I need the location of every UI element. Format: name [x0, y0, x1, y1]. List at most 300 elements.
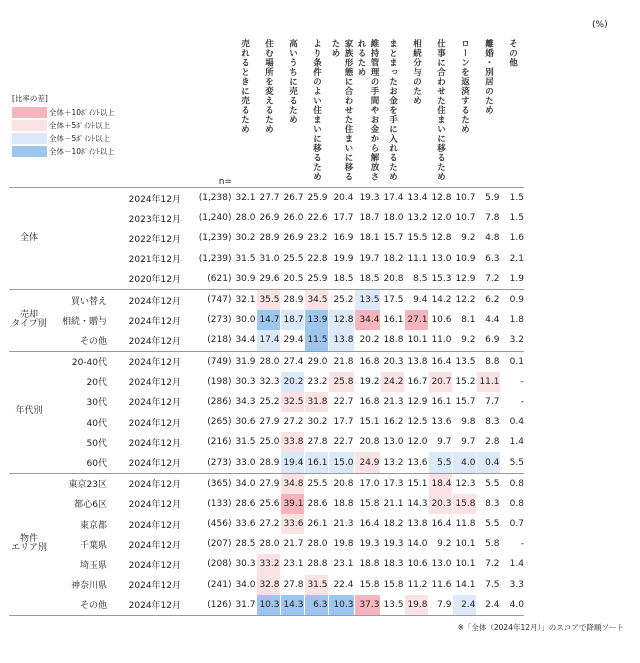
value-cell: 39.1: [280, 494, 304, 514]
value-cell: 5.8: [476, 534, 500, 554]
table-row: [9, 351, 524, 372]
survey-year: 2024年12月: [128, 438, 181, 449]
value-cell: 12.8: [428, 188, 452, 209]
value-cell: 31.0: [256, 249, 280, 269]
value-cell: 34.0: [232, 575, 256, 595]
survey-year: 2024年12月: [128, 520, 181, 531]
value-cell: 32.3: [256, 372, 280, 392]
legend-swatch: [12, 107, 47, 118]
value-cell: 34.8: [280, 473, 304, 494]
survey-year: 2024年12月: [107, 330, 181, 351]
column-header: [500, 33, 524, 188]
table-row: [9, 473, 524, 494]
value-cell: 31.5: [304, 575, 328, 595]
value-cell: 12.8: [328, 310, 354, 330]
survey-year: 2024年12月: [128, 581, 181, 592]
n-label: n=: [181, 33, 232, 188]
sample-size: (1,240): [198, 213, 232, 224]
value-cell: 2.4: [476, 595, 500, 616]
column-header-text: まとまったお金を手に入れるため: [387, 39, 398, 182]
value-cell: 13.6: [404, 452, 428, 473]
value-cell: 15.1: [404, 473, 428, 494]
column-header: [354, 33, 380, 188]
value-cell: 12.0: [428, 208, 452, 228]
value-cell: 22.7: [328, 432, 354, 452]
value-cell: 7.2: [476, 269, 500, 290]
value-cell: 17.4: [256, 330, 280, 351]
value-cell: 9.2: [452, 228, 476, 248]
value-cell: 20.3: [380, 351, 404, 372]
value-cell: 31.7: [232, 595, 256, 616]
value-cell: 3.3: [500, 575, 524, 595]
value-cell: 30.0: [232, 310, 256, 330]
value-cell: 20.3: [428, 494, 452, 514]
value-cell: 9.7: [452, 432, 476, 452]
sample-size: (241): [207, 579, 232, 590]
table-row: [9, 432, 524, 452]
segment-label: 30代: [86, 398, 107, 409]
value-cell: 33.8: [280, 432, 304, 452]
value-cell: 25.6: [256, 494, 280, 514]
segment-label: 相続・贈与: [61, 316, 107, 327]
value-cell: 33.6: [280, 514, 304, 534]
value-cell: 12.0: [404, 432, 428, 452]
value-cell: 15.7: [380, 228, 404, 248]
value-cell: 30.2: [304, 412, 328, 432]
value-cell: 25.0: [256, 432, 280, 452]
value-cell: -: [500, 392, 524, 412]
segment-label: その他: [49, 330, 107, 351]
value-cell: 31.5: [232, 249, 256, 269]
value-cell: 26.9: [256, 208, 280, 228]
column-header-text: 維持管理の手間やお金から解放されるため: [356, 39, 379, 182]
value-cell: 13.8: [404, 514, 428, 534]
sample-size: (1,239): [198, 253, 232, 264]
survey-year: 2020年12月: [107, 269, 181, 290]
value-cell: 9.2: [428, 534, 452, 554]
value-cell: 15.5: [404, 228, 428, 248]
survey-year: 2024年12月: [128, 378, 181, 389]
legend-item: [12, 119, 115, 132]
value-cell: 26.0: [280, 208, 304, 228]
value-cell: 4.0: [500, 595, 524, 616]
segment-label: 50代: [86, 438, 107, 449]
value-cell: 20.5: [280, 269, 304, 290]
column-header: [256, 33, 280, 188]
segment-label: [49, 269, 107, 290]
value-cell: 10.3: [328, 595, 354, 616]
value-cell: 34.4: [354, 310, 380, 330]
value-cell: 13.4: [404, 188, 428, 209]
group-label: 物件 エリア別: [9, 473, 49, 615]
value-cell: 20.8: [328, 473, 354, 494]
value-cell: 20.8: [354, 432, 380, 452]
value-cell: 18.0: [380, 208, 404, 228]
value-cell: 29.4: [280, 330, 304, 351]
sample-size: (133): [207, 498, 232, 509]
value-cell: 0.8: [500, 473, 524, 494]
value-cell: 11.2: [404, 575, 428, 595]
value-cell: 16.4: [428, 514, 452, 534]
column-header: [428, 33, 452, 188]
value-cell: 11.1: [476, 372, 500, 392]
legend-swatch: [12, 133, 47, 144]
sample-size: (218): [181, 330, 232, 351]
value-cell: 31.8: [304, 392, 328, 412]
value-cell: 33.6: [232, 514, 256, 534]
value-cell: 18.2: [380, 514, 404, 534]
survey-year: 2024年12月: [128, 316, 181, 327]
sample-size: (273): [207, 315, 232, 326]
table-row: [9, 310, 524, 330]
value-cell: 18.4: [428, 473, 452, 494]
value-cell: 20.2: [354, 330, 380, 351]
value-cell: 3.2: [500, 330, 524, 351]
value-cell: 15.2: [452, 372, 476, 392]
table-row: [9, 494, 524, 514]
legend-swatch: [12, 146, 47, 157]
value-cell: 10.6: [428, 310, 452, 330]
value-cell: 5.5: [476, 473, 500, 494]
value-cell: 7.7: [476, 392, 500, 412]
value-cell: 15.8: [354, 494, 380, 514]
value-cell: 8.3: [476, 494, 500, 514]
value-cell: 27.9: [256, 473, 280, 494]
value-cell: 12.9: [452, 269, 476, 290]
sample-size: (207): [207, 539, 232, 550]
sample-size: (365): [207, 478, 232, 489]
value-cell: 26.9: [280, 228, 304, 248]
value-cell: 17.0: [354, 473, 380, 494]
column-header: [304, 33, 328, 188]
group-label: 全体: [9, 188, 49, 290]
survey-year: 2024年12月: [128, 480, 181, 491]
survey-year: 2024年12月: [128, 418, 181, 429]
column-header-text: 離婚・別居のため: [483, 39, 494, 115]
value-cell: 14.3: [404, 494, 428, 514]
value-cell: 11.0: [428, 330, 452, 351]
value-cell: 28.9: [256, 228, 280, 248]
value-cell: 10.7: [452, 188, 476, 209]
value-cell: 4.8: [476, 228, 500, 248]
value-cell: 30.6: [232, 412, 256, 432]
value-cell: 5.5: [476, 514, 500, 534]
value-cell: 15.1: [354, 412, 380, 432]
segment-label: [49, 188, 107, 209]
value-cell: 21.1: [380, 494, 404, 514]
value-cell: 4.4: [476, 310, 500, 330]
value-cell: 18.8: [328, 494, 354, 514]
value-cell: 9.4: [404, 289, 428, 310]
value-cell: 7.2: [476, 554, 500, 574]
value-cell: 18.1: [354, 228, 380, 248]
value-cell: 28.6: [232, 494, 256, 514]
survey-year: 2022年12月: [128, 234, 181, 245]
value-cell: 18.8: [380, 330, 404, 351]
value-cell: 8.5: [404, 269, 428, 290]
value-cell: 16.4: [428, 351, 452, 372]
value-cell: 16.8: [354, 392, 380, 412]
survey-year: 2024年12月: [128, 398, 181, 409]
value-cell: 28.6: [304, 494, 328, 514]
value-cell: 25.5: [280, 249, 304, 269]
value-cell: 13.0: [428, 249, 452, 269]
value-cell: 25.5: [304, 473, 328, 494]
value-cell: 10.7: [452, 208, 476, 228]
value-cell: 1.4: [500, 432, 524, 452]
table-row: [9, 452, 524, 473]
table-row: [9, 554, 524, 574]
table-row: [9, 188, 524, 209]
value-cell: 16.2: [380, 412, 404, 432]
table-row: [9, 392, 524, 412]
table-row: [9, 595, 524, 616]
sample-size: (747): [207, 295, 232, 306]
value-cell: 1.5: [500, 208, 524, 228]
value-cell: 17.3: [380, 473, 404, 494]
value-cell: 19.7: [354, 249, 380, 269]
segment-label: その他: [49, 595, 107, 616]
value-cell: 14.1: [452, 575, 476, 595]
value-cell: 0.4: [500, 412, 524, 432]
legend-label: 全体＋5ﾎﾟｲﾝﾄ以上: [49, 121, 111, 130]
column-header: [280, 33, 304, 188]
value-cell: 8.1: [452, 310, 476, 330]
value-cell: 19.3: [354, 534, 380, 554]
value-cell: 19.4: [280, 452, 304, 473]
value-cell: 16.8: [354, 351, 380, 372]
value-cell: 18.3: [380, 554, 404, 574]
legend-title: [比率の差]: [12, 94, 48, 103]
column-header-text: 高いうちに売るため: [287, 39, 298, 125]
value-cell: 9.8: [452, 412, 476, 432]
value-cell: 9.7: [428, 432, 452, 452]
survey-year: 2021年12月: [128, 255, 181, 266]
survey-year: 2024年12月: [128, 540, 181, 551]
value-cell: 13.2: [404, 208, 428, 228]
value-cell: 23.2: [304, 228, 328, 248]
value-cell: 28.0: [256, 351, 280, 372]
value-cell: 6.9: [476, 330, 500, 351]
legend-item: [12, 145, 115, 158]
footnote: ※「全体（2024年12月）」のスコアで降順ソート: [457, 623, 624, 632]
value-cell: 19.2: [354, 372, 380, 392]
sample-size: (198): [207, 376, 232, 387]
value-cell: 4.0: [452, 452, 476, 473]
value-cell: 12.2: [452, 289, 476, 310]
value-cell: 20.4: [328, 188, 354, 209]
sample-size: (456): [207, 519, 232, 530]
value-cell: 25.9: [304, 188, 328, 209]
value-cell: 27.7: [256, 188, 280, 209]
value-cell: 2.1: [500, 249, 524, 269]
value-cell: 12.3: [452, 473, 476, 494]
segment-label: 東京23区: [68, 480, 107, 491]
unit-label: (%): [592, 20, 608, 30]
sample-size: (286): [207, 396, 232, 407]
segment-label: [49, 249, 107, 269]
value-cell: 31.9: [232, 351, 256, 372]
value-cell: 27.8: [280, 575, 304, 595]
value-cell: 6.3: [476, 249, 500, 269]
value-cell: 5.5: [428, 452, 452, 473]
value-cell: 33.0: [232, 452, 256, 473]
value-cell: 17.7: [328, 412, 354, 432]
value-cell: 30.3: [232, 372, 256, 392]
value-cell: 13.5: [354, 289, 380, 310]
segment-label: 60代: [49, 452, 107, 473]
value-cell: 14.2: [428, 289, 452, 310]
value-cell: 21.8: [328, 351, 354, 372]
value-cell: 7.9: [428, 595, 452, 616]
value-cell: 35.5: [256, 289, 280, 310]
value-cell: 15.8: [452, 494, 476, 514]
legend: [12, 93, 115, 158]
legend-label: 全体－10ﾎﾟｲﾝﾄ以上: [49, 147, 115, 156]
value-cell: 20.8: [380, 269, 404, 290]
value-cell: 28.8: [304, 554, 328, 574]
value-cell: 28.9: [280, 289, 304, 310]
value-cell: 32.5: [280, 392, 304, 412]
legend-item: [12, 106, 115, 119]
value-cell: 18.7: [280, 310, 304, 330]
segment-label: 40代: [86, 418, 107, 429]
value-cell: 22.8: [304, 249, 328, 269]
value-cell: 10.9: [452, 249, 476, 269]
value-cell: 0.8: [500, 494, 524, 514]
value-cell: 13.8: [404, 351, 428, 372]
survey-year: 2024年12月: [128, 500, 181, 511]
value-cell: 10.3: [256, 595, 280, 616]
value-cell: 14.3: [280, 595, 304, 616]
value-cell: 18.5: [328, 269, 354, 290]
value-cell: 1.5: [500, 188, 524, 209]
group-label: 年代別: [9, 351, 49, 473]
value-cell: 13.0: [380, 432, 404, 452]
value-cell: 6.3: [304, 595, 328, 616]
value-cell: 18.5: [354, 269, 380, 290]
value-cell: 34.4: [232, 330, 256, 351]
value-cell: 12.8: [428, 228, 452, 248]
segment-label: 20代: [86, 378, 107, 389]
value-cell: 10.6: [404, 554, 428, 574]
value-cell: 22.4: [328, 575, 354, 595]
segment-label: 東京都: [79, 520, 107, 531]
sample-size: (1,239): [198, 233, 232, 244]
value-cell: 20.2: [280, 372, 304, 392]
survey-year: 2024年12月: [128, 296, 181, 307]
value-cell: 24.2: [380, 372, 404, 392]
value-cell: 17.7: [328, 208, 354, 228]
value-cell: 27.4: [280, 351, 304, 372]
value-cell: 12.5: [404, 412, 428, 432]
value-cell: 18.8: [354, 554, 380, 574]
value-cell: 17.4: [380, 188, 404, 209]
value-cell: 8.8: [476, 351, 500, 372]
value-cell: 0.4: [476, 452, 500, 473]
value-cell: 30.9: [232, 269, 256, 290]
column-header: [328, 33, 354, 188]
value-cell: 19.8: [328, 534, 354, 554]
value-cell: 10.1: [452, 534, 476, 554]
value-cell: 30.3: [232, 554, 256, 574]
column-header-text: その他: [507, 39, 518, 68]
column-header-text: 住む場所を変えるため: [263, 39, 274, 134]
table-row: [9, 208, 524, 228]
table-row: [9, 575, 524, 595]
legend-label: 全体－5ﾎﾟｲﾝﾄ以上: [49, 134, 111, 143]
value-cell: 34.5: [304, 289, 328, 310]
column-header: [232, 33, 256, 188]
legend-item: [12, 132, 115, 145]
value-cell: 13.2: [380, 452, 404, 473]
column-header: [476, 33, 500, 188]
value-cell: 10.1: [404, 330, 428, 351]
sample-size: (1,238): [198, 193, 232, 204]
survey-year: 2024年12月: [128, 560, 181, 571]
value-cell: 15.0: [328, 452, 354, 473]
value-cell: 18.2: [380, 249, 404, 269]
column-header-text: より条件のよい住まいに移るため: [311, 39, 322, 182]
sample-size: (216): [207, 437, 232, 448]
value-cell: 23.1: [280, 554, 304, 574]
column-header-text: 売れるときに売るため: [239, 39, 250, 134]
value-cell: 30.2: [232, 228, 256, 248]
value-cell: 8.3: [476, 412, 500, 432]
value-cell: 25.9: [304, 269, 328, 290]
value-cell: 20.7: [428, 372, 452, 392]
value-cell: 12.9: [404, 392, 428, 412]
value-cell: 29.6: [256, 269, 280, 290]
value-cell: 33.2: [256, 554, 280, 574]
value-cell: 27.8: [304, 432, 328, 452]
value-cell: 28.0: [304, 534, 328, 554]
value-cell: 15.8: [380, 575, 404, 595]
value-cell: 1.9: [500, 269, 524, 290]
value-cell: 24.9: [354, 452, 380, 473]
value-cell: 7.5: [476, 575, 500, 595]
value-cell: 7.8: [476, 208, 500, 228]
value-cell: 22.6: [304, 208, 328, 228]
value-cell: 31.5: [232, 432, 256, 452]
value-cell: 6.2: [476, 289, 500, 310]
column-header-text: ローンを返済するため: [459, 39, 470, 134]
value-cell: 11.5: [304, 330, 328, 351]
value-cell: 25.8: [328, 372, 354, 392]
legend-label: 全体＋10ﾎﾟｲﾝﾄ以上: [49, 108, 115, 117]
value-cell: 2.4: [452, 595, 476, 616]
survey-year: 2024年12月: [128, 358, 181, 369]
value-cell: 26.1: [304, 514, 328, 534]
survey-year: 2024年12月: [128, 194, 181, 205]
value-cell: 28.9: [256, 452, 280, 473]
column-header-text: 家族形態に合わせた住まいに移るため: [330, 39, 353, 182]
value-cell: -: [500, 372, 524, 392]
survey-year: 2024年12月: [107, 452, 181, 473]
column-header: [404, 33, 428, 188]
value-cell: 25.2: [328, 289, 354, 310]
segment-label: 神奈川県: [70, 581, 107, 592]
value-cell: 16.7: [404, 372, 428, 392]
value-cell: 13.5: [380, 595, 404, 616]
sample-size: (208): [207, 559, 232, 570]
value-cell: 19.3: [380, 534, 404, 554]
value-cell: 23.1: [328, 554, 354, 574]
table-row: [9, 269, 524, 290]
value-cell: 0.1: [500, 351, 524, 372]
value-cell: -: [500, 534, 524, 554]
value-cell: 17.5: [380, 289, 404, 310]
